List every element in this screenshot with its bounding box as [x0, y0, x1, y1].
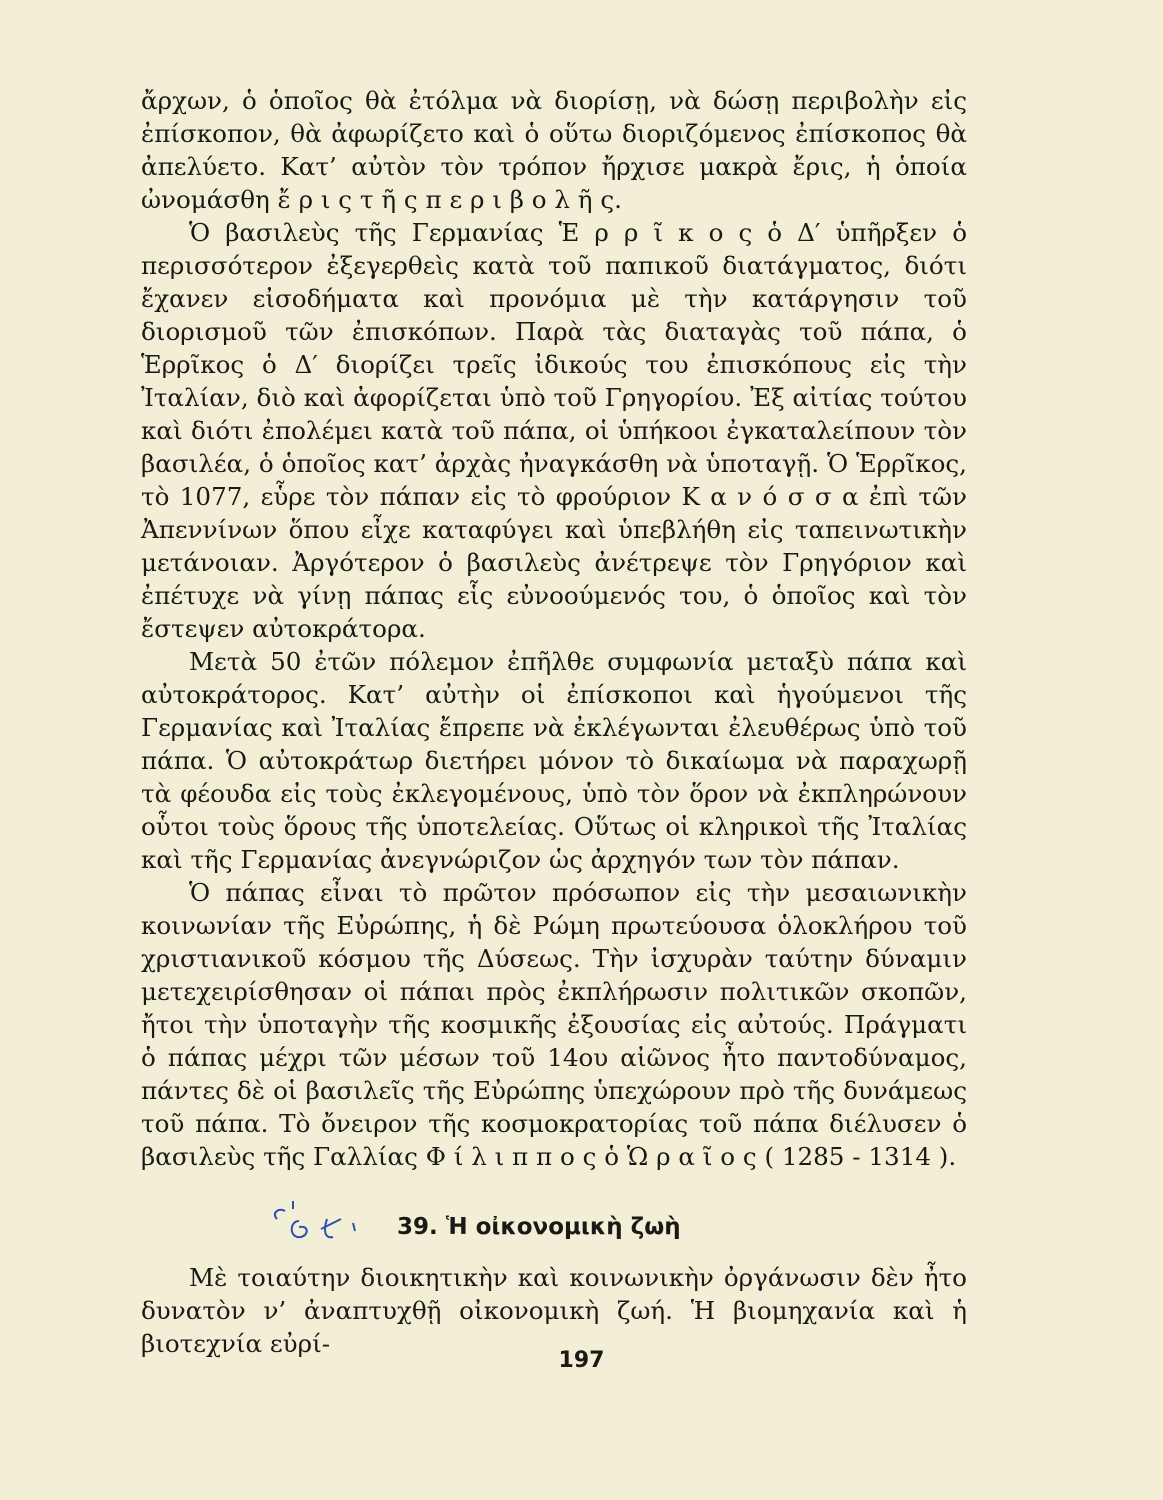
- handwritten-annotation-icon: [263, 1195, 383, 1255]
- paragraph-3: Μετὰ 50 ἐτῶν πόλεμον ἐπῆλθε συμφωνία μεταξὺ πάπα καὶ αὐτοκράτορος. Κατ’ αὐτὴν οἱ ἐπίσκοποι καὶ ἡγούμενοι τῆς Γερμανίας καὶ Ἰταλίας ἔπρεπε νὰ ἐκλέγωνται ἐλευθέρως ὑπὸ τοῦ πάπα. Ὁ αὐτοκράτωρ διετήρει μόνον τὸ δικαίωμα νὰ παραχωρῇ τὰ φέουδα εἰς τοὺς ἐκλεγομένους, ὑπὸ τὸν ὅρον νὰ ἐκπληρώνουν οὗτοι τοὺς ὅρους τῆς ὑποτελείας. Οὕτως οἱ κληρικοὶ τῆς Ἰταλίας καὶ τῆς Γερμανίας ἀνεγνώριζον ὡς ἀρχηγόν των τὸν πάπαν.: [141, 647, 967, 874]
- body-text: [141, 84, 967, 1360]
- page-number: 197: [558, 1348, 605, 1373]
- section-heading: 39. Ἡ οἰκονομικὴ ζωὴ: [397, 1214, 681, 1240]
- section-heading-row: [141, 1195, 967, 1261]
- paragraph-1: ἄρχων, ὁ ὁποῖος θὰ ἐτόλμα νὰ διορίσῃ, νὰ δώσῃ περιβολὴν εἰς ἐπίσκοπον, θὰ ἀφωρίζετο καὶ ὁ οὕτω διοριζόμενος ἐπίσκοπος θὰ ἀπελύετο. Κατ’ αὐτὸν τὸν τρόπον ἤρχισε μακρὰ ἔρις, ἡ ὁποία ὠνομάσθη ἔ ρ ι ς τ ῆ ς π ε ρ ι β ο λ ῆ ς.: [141, 86, 967, 214]
- paragraph-5: Μὲ τοιαύτην διοικητικὴν καὶ κοινωνικὴν ὀργάνωσιν δὲν ἦτο δυνατὸν ν’ ἀναπτυχθῇ οἰκονομικὴ ζωή. Ἡ βιομηχανία καὶ ἡ βιοτεχνία εὐρί-: [141, 1263, 967, 1358]
- paragraph-4: Ὁ πάπας εἶναι τὸ πρῶτον πρόσωπον εἰς τὴν μεσαιωνικὴν κοινωνίαν τῆς Εὐρώπης, ἡ δὲ Ρώμη πρωτεύουσα ὁλοκλήρου τοῦ χριστιανικοῦ κόσμου τῆς Δύσεως. Τὴν ἰσχυρὰν ταύτην δύναμιν μετεχειρίσθησαν οἱ πάπαι πρὸς ἐκπλήρωσιν πολιτικῶν σκοπῶν, ἤτοι τὴν ὑποταγὴν τῆς κοσμικῆς ἐξουσίας εἰς αὐτούς. Πράγματι ὁ πάπας μέχρι τῶν μέσων τοῦ 14ου αἰῶνος ἦτο παντοδύναμος, πάντες δὲ οἱ βασιλεῖς τῆς Εὐρώπης ὑπεχώρουν πρὸ τῆς δυνάμεως τοῦ πάπα. Τὸ ὄνειρον τῆς κοσμοκρατορίας τοῦ πάπα διέλυσεν ὁ βασιλεὺς τῆς Γαλλίας Φ ί λ ι π π ο ς ὁ Ὡ ρ α ῖ ο ς ( 1285 - 1314 ).: [141, 878, 967, 1171]
- paragraph-2: Ὁ βασιλεὺς τῆς Γερμανίας Ἑ ρ ρ ῖ κ ο ς ὁ Δ′ ὑπῆρξεν ὁ περισσότερον ἐξεγερθεὶς κατὰ τοῦ παπικοῦ διατάγματος, διότι ἔχανεν εἰσοδήματα καὶ προνόμια μὲ τὴν κατάργησιν τοῦ διορισμοῦ τῶν ἐπισκόπων. Παρὰ τὰς διαταγὰς τοῦ πάπα, ὁ Ἑρρῖκος ὁ Δ′ διορίζει τρεῖς ἰδικούς του ἐπισκόπους εἰς τὴν Ἰταλίαν, διὸ καὶ ἀφορίζεται ὑπὸ τοῦ Γρηγορίου. Ἐξ αἰτίας τούτου καὶ διότι ἐπολέμει κατὰ τοῦ πάπα, οἱ ὑπήκοοι ἐγκαταλείπουν τὸν βασιλέα, ὁ ὁποῖος κατ’ ἀρχὰς ἠναγκάσθη νὰ ὑποταγῇ. Ὁ Ἑρρῖκος, τὸ 1077, εὗρε τὸν πάπαν εἰς τὸ φρούριον Κ α ν ό σ σ α ἐπὶ τῶν Ἀπεννίνων ὅπου εἶχε καταφύγει καὶ ὑπεβλήθη εἰς ταπεινωτικὴν μετάνοιαν. Ἀργότερον ὁ βασιλεὺς ἀνέτρεψε τὸν Γρηγόριον καὶ ἐπέτυχε νὰ γίνῃ πάπας εἷς εὐνοούμενός του, ὁ ὁποῖος καὶ τὸν ἔστεψεν αὐτοκράτορα.: [141, 218, 967, 643]
